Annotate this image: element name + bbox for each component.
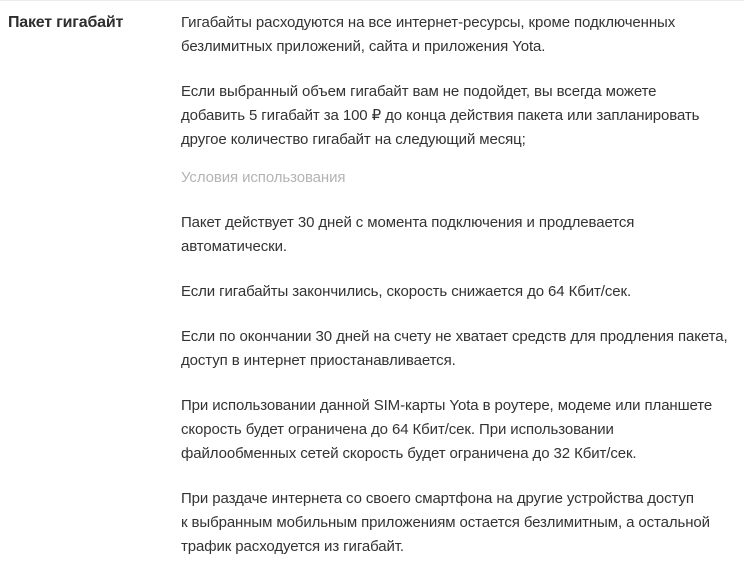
text-line: При раздаче интернета со своего смартфона на другие устройства доступ bbox=[181, 490, 694, 507]
text-line: файлообменных сетей скорость будет ограничена до 32 Кбит/сек. bbox=[181, 445, 637, 462]
text-line: Условия использования bbox=[181, 169, 346, 186]
text-line: добавить 5 гигабайт за 100 ₽ до конца действия пакета или запланировать bbox=[181, 107, 700, 124]
paragraph bbox=[181, 394, 744, 466]
text-line: Пакет действует 30 дней с момента подключения и продлевается bbox=[181, 214, 635, 231]
text-line: доступ в интернет приостанавливается. bbox=[181, 352, 456, 369]
text-line: Если выбранный объем гигабайт вам не подойдет, вы всегда можете bbox=[181, 83, 657, 100]
paragraph bbox=[181, 211, 744, 259]
text-line: скорость будет ограничена до 64 Кбит/сек. При использовании bbox=[181, 421, 614, 438]
paragraph bbox=[181, 487, 744, 559]
paragraph bbox=[181, 280, 744, 304]
text-line: безлимитных приложений, сайта и приложения Yota. bbox=[181, 38, 546, 55]
section-title-column bbox=[8, 11, 181, 559]
text-line: трафик расходуется из гигабайт. bbox=[181, 538, 404, 555]
paragraph bbox=[181, 80, 744, 152]
text-line: Если по окончании 30 дней на счету не хватает средств для продления пакета, bbox=[181, 328, 728, 345]
section-title: Пакет гигабайт bbox=[8, 14, 124, 31]
text-line: другое количество гигабайт на следующий месяц; bbox=[181, 131, 526, 148]
text-line: автоматически. bbox=[181, 238, 287, 255]
subheading-usage-terms bbox=[181, 166, 744, 190]
text-line: Если гигабайты закончились, скорость снижается до 64 Кбит/сек. bbox=[181, 283, 632, 300]
text-line: к выбранным мобильным приложениям остается безлимитным, а остальной bbox=[181, 514, 710, 531]
section-content bbox=[181, 11, 744, 559]
paragraph bbox=[181, 11, 744, 59]
text-line: При использовании данной SIM-карты Yota в роутере, модеме или планшете bbox=[181, 397, 713, 414]
text-line: Гигабайты расходуются на все интернет-ресурсы, кроме подключенных bbox=[181, 14, 676, 31]
paragraph bbox=[181, 325, 744, 373]
